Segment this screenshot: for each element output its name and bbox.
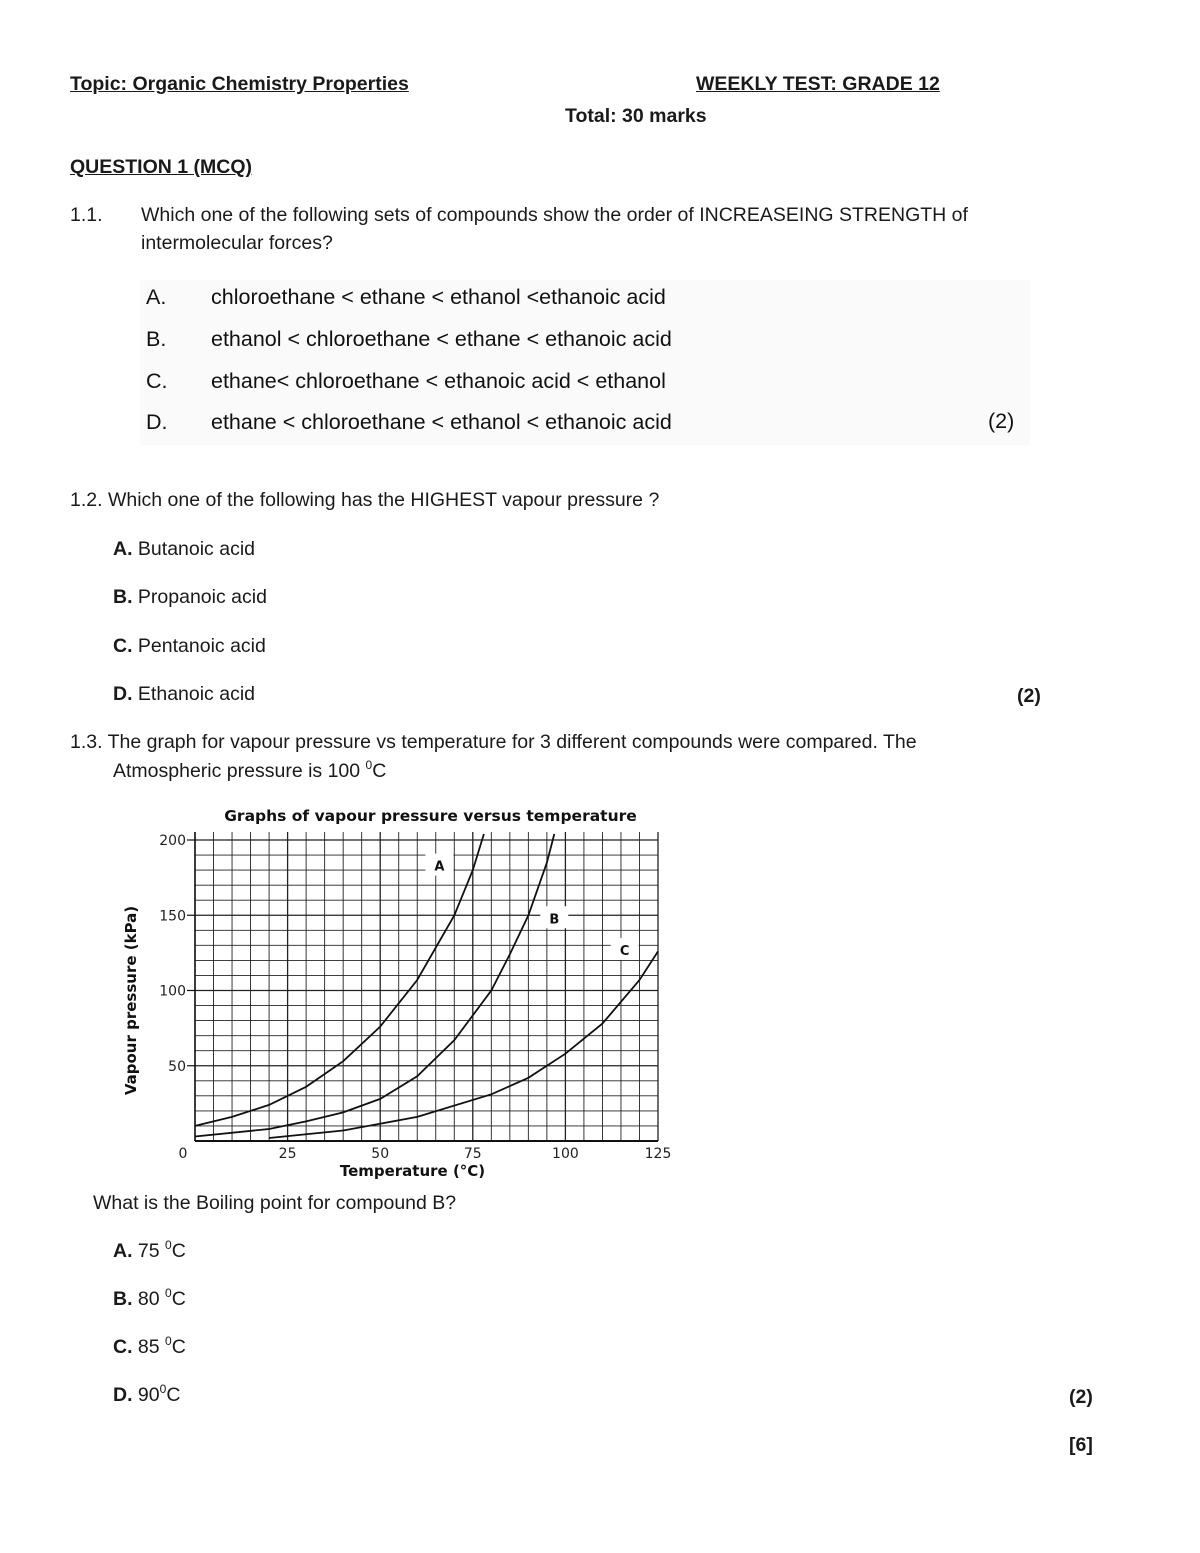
chart-grid xyxy=(195,832,658,1141)
x-tick-label: 0 xyxy=(178,1146,188,1162)
question-1-total-marks: [6] xyxy=(1069,1434,1093,1456)
q1-1-option-d-letter: D. xyxy=(146,410,168,434)
q1-1-option-c-letter: C. xyxy=(146,369,168,393)
curve-label-c: C xyxy=(619,943,630,959)
q1-1-option-c-text: ethane< chloroethane < ethanoic acid < ethanol xyxy=(211,369,666,393)
q1-3-option-c: C. 85 $^0$C xyxy=(113,1333,186,1358)
q1-1-option-b-letter: B. xyxy=(146,327,167,351)
q1-2-option-d-text: Ethanoic acid xyxy=(137,683,255,705)
curve-a xyxy=(195,834,484,1126)
q1-2-option-a-text: Butanoic acid xyxy=(137,538,255,560)
x-axis-label: Temperature (°C) xyxy=(339,1162,486,1180)
question-1-1-text-line1: Which one of the following sets of compounds show the order of INCREASEING STRENGTH of xyxy=(141,204,968,226)
y-tick-label: 200 xyxy=(159,833,186,849)
chart-axes xyxy=(187,832,658,1141)
q1-2-option-b xyxy=(113,586,267,609)
y-tick-label: 100 xyxy=(159,983,186,1000)
q1-2-option-a-letter: A. xyxy=(113,538,133,560)
question-1-1-text-line2: intermolecular forces? xyxy=(141,232,333,254)
q1-2-option-c xyxy=(113,635,266,658)
q1-3-option-a: A. 75 $^0$C xyxy=(113,1237,186,1262)
q1-2-option-a xyxy=(113,538,255,561)
chart-title: Graphs of vapour pressure versus temperature xyxy=(224,807,637,825)
q1-2-option-d xyxy=(113,683,255,706)
question-1-3-text-line2: Atmospheric pressure is 100 $^0$C xyxy=(113,757,387,782)
vapour-pressure-chart xyxy=(115,798,695,1183)
q1-2-option-b-letter: B. xyxy=(113,586,133,608)
q1-1-option-a-letter: A. xyxy=(146,285,167,309)
q1-2-option-d-letter: D. xyxy=(113,683,133,705)
total-marks: Total: 30 marks xyxy=(565,105,707,127)
q1-1-option-d-text: ethane < chloroethane < ethanol < ethanoic acid xyxy=(211,410,672,434)
q1-2-marks: (2) xyxy=(1017,685,1041,707)
question-heading: QUESTION 1 (MCQ) xyxy=(70,156,253,178)
q1-1-option-a-text: chloroethane < ethane < ethanol <ethanoic acid xyxy=(211,285,666,309)
chart-curves xyxy=(195,834,658,1138)
q1-2-option-c-letter: C. xyxy=(113,635,133,657)
question-number-1-1: 1.1. xyxy=(70,204,103,226)
q1-2-option-b-text: Propanoic acid xyxy=(137,586,267,608)
x-tick-label: 25 xyxy=(278,1146,297,1162)
y-tick-label: 150 xyxy=(159,908,186,925)
curve-label-b: B xyxy=(549,912,560,928)
x-tick-label: 125 xyxy=(644,1146,672,1162)
x-tick-label: 50 xyxy=(371,1146,390,1162)
x-tick-label: 100 xyxy=(552,1146,579,1162)
x-tick-label: 75 xyxy=(463,1146,482,1162)
y-tick-label: 50 xyxy=(168,1058,186,1075)
q1-2-option-c-text: Pentanoic acid xyxy=(137,635,266,657)
q1-3-option-d: D. $90^0C$ xyxy=(113,1381,181,1406)
q1-1-marks: (2) xyxy=(988,409,1015,433)
question-1-3-text-line1: 1.3. The graph for vapour pressure vs temperature for 3 different compounds were compared. The xyxy=(70,731,917,753)
question-1-3-prompt: What is the Boiling point for compound B? xyxy=(93,1192,457,1214)
y-axis-label: Vapour pressure (kPa) xyxy=(122,905,140,1096)
q1-3-option-b: B. 80 $^0$C xyxy=(113,1285,186,1310)
curve-c xyxy=(269,951,658,1138)
test-title: WEEKLY TEST: GRADE 12 xyxy=(696,73,940,95)
q1-1-option-b-text: ethanol < chloroethane < ethane < ethanoic acid xyxy=(211,327,672,351)
q1-3-marks: (2) xyxy=(1069,1386,1093,1408)
question-1-2-text: 1.2. Which one of the following has the HIGHEST vapour pressure ? xyxy=(70,489,660,511)
topic-title: Topic: Organic Chemistry Properties xyxy=(70,73,409,95)
curve-label-a: A xyxy=(434,859,445,875)
